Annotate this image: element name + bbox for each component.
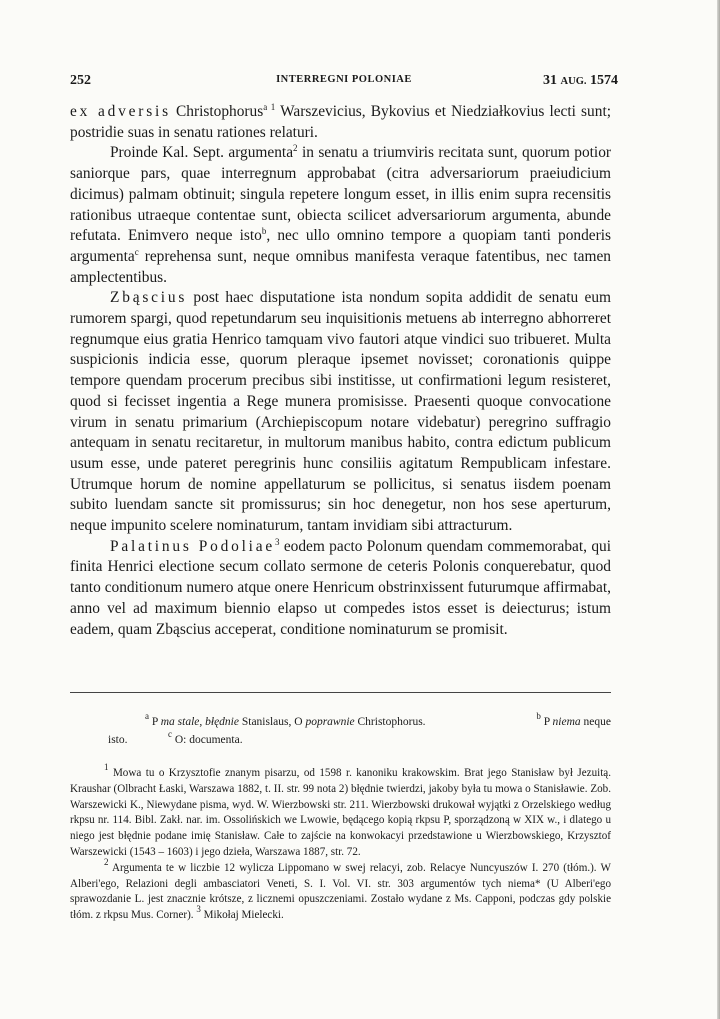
note-marker: a 1 bbox=[263, 102, 276, 112]
paragraph-text: , nec ullo omnino tempore a quopiam tanti ponderis argumenta bbox=[70, 227, 612, 265]
date-day: 31 bbox=[543, 73, 558, 88]
textual-note-b-cont: isto. bbox=[108, 734, 128, 746]
note-marker: 2 bbox=[293, 143, 298, 154]
running-title: INTERREGNI POLONIAE bbox=[276, 74, 412, 85]
date-month: AUG. bbox=[560, 76, 587, 87]
textual-note-a: $^a$ P ma stale, błędnie Stanislaus, O poprawnie Christophorus. bbox=[145, 711, 426, 728]
date-year: 1574 bbox=[590, 73, 618, 88]
paragraph-text: eodem pacto Polonum quendam commemorabat, qui finita Henrici electione secum collato sermone de ceteris Polonis conquerebatur, quod tanto conditionum numero atque onere Henricum obstrinxissent futurumque affirmabat, anno vel ad maximum biennio elapso ut compedes istos esset is deiecturus; istum eadem, quam Zbąscius acceperat, conditione nominaturum se promisit. bbox=[70, 537, 611, 638]
note-marker: 3 bbox=[275, 536, 280, 547]
textual-note-line bbox=[70, 731, 611, 749]
page-number: 252 bbox=[70, 73, 91, 88]
header-date bbox=[543, 73, 618, 89]
footnote-1: $^1$ Mowa tu o Krzysztofie znanym pisarzu, od 1598 r. kanoniku krakowskim. Brat jego Stanisław był Jezuitą. Kraushar (Olbracht Łaski, Warszawa 1882, t. II. str. 99 nota 2) błędnie twierdzi, jakoby była tu mowa o Stanisławie. Zob. Warszewicki K., Niewydane pisma, wyd. W. Wierzbowski str. 211. Wierzbowski drukował wyjątki z Orzelskiego według rkpsu nr. 114. Bibl. Zakł. nar. im. Ossolińskich we Lwowie, będącego kopią rkpsu P, sporządzoną w XIX w., i dlatego u niego jest błędnie podane imię Stanisław. Całe to zajście na konwokacyi przedstawione u Wierzbowskiego, Krzysztof Warszewicki (1543 – 1603) i jego dzieła, Warszawa 1887, str. 72. bbox=[70, 762, 611, 858]
footnotes bbox=[70, 762, 611, 924]
spaced-name: Palatinus Podoliae bbox=[110, 537, 276, 555]
paragraph-text: in senatu a triumviris recitata sunt, quorum potior saniorque pars, quae interregnum approbabat (citra adversariorum praeiudicium dicimus) palmam obtinuit; singula repetere longum esset, in illis enim supra recensitis rationibus utraeque contentae sunt, obiecta scilicet adversariorum argumenta, abunde refutata. Enimvero neque isto bbox=[70, 144, 612, 245]
footnote-3: Mikołaj Mielecki. bbox=[200, 909, 284, 922]
textual-notes bbox=[70, 713, 611, 749]
paragraph-4 bbox=[70, 537, 611, 641]
paragraph-2 bbox=[70, 143, 611, 288]
textual-note-c: $^c$ O: documenta. bbox=[168, 729, 243, 746]
paragraph-text: Warszevicius, Bykovius et Niedziałkovius lecti sunt; postridie suas in senatu rationes relaturi. bbox=[70, 103, 611, 141]
paragraph-text: reprehensa sunt, neque omnibus manifesta veraque fatentibus, nec tamen amplectentibus. bbox=[70, 247, 611, 286]
spaced-phrase: ex adversis bbox=[70, 103, 171, 120]
textual-note-b: $^b$ P niema neque bbox=[536, 711, 611, 728]
note-marker: c bbox=[134, 246, 139, 257]
paragraph-text: post haec disputatione ista nondum sopita addidit de senatu eum rumorem spargi, quod repetundarum seu inquisitionis metuens ab interregno abhorreret regnumque eius gratia Henrico tamquam vivo fautori atque vindici suo tribueret. Multa suspicionis indicia esse, quorum pleraque ipsemet novisset; coronationis quippe tempore quendam procerum precibus sibi institisse, ut confirmationi legum resisteret, quod si fecisset ingentia a Rege munera promisisse. Praesenti quoque convocatione virum in senatu primarium (Archiepiscopum notare videbatur) peregrino suffragio antequam in senatu recitaretur, in multorum manibus habito, contra edictum publicum usum esse, unde pateret peregrinis hunc consiliis agitatum Rempublicam infestare. Utrumque horum de nomine appellaturum se pollicitus, si senatus iisdem poenam subito luendam sancte sit promissurus; sin hoc denegetur, non hos sese aperturum, neque impunito scelere nominaturum, tantam invidiam sibi attracturum. bbox=[70, 289, 611, 535]
paragraph-text: Christophorus bbox=[170, 103, 264, 120]
paragraph-1 bbox=[70, 102, 611, 143]
running-header bbox=[70, 73, 618, 93]
note-marker: b bbox=[261, 226, 267, 237]
paragraph-3 bbox=[70, 288, 611, 536]
footnote-2: $^2$ Argumenta te w liczbie 12 wylicza Lippomano w swej relacyi, zob. Relacye Nuncyuszów I. 270 (tłóm.). W Alberi'ego, Relazioni degli ambasciatori Veneti, S. I. Vol. VI. str. 303 argumentów tych niema* (U Alberi'ego sprawozdanie L. jest znacznie krótsze, z licznemi opuszczeniami. Zostało wydane z Ms. Capponi, podczas gdy polskie tłóm. z rkpsu Mus. Corner). $^3$ Mikołaj Mielecki. bbox=[70, 856, 611, 922]
footnote-separator bbox=[70, 692, 611, 693]
textual-note-line bbox=[70, 713, 611, 731]
paragraph-text: Proinde Kal. Sept. argumenta bbox=[110, 144, 294, 162]
spaced-name: Zbąscius bbox=[110, 289, 188, 307]
main-text bbox=[70, 102, 611, 640]
